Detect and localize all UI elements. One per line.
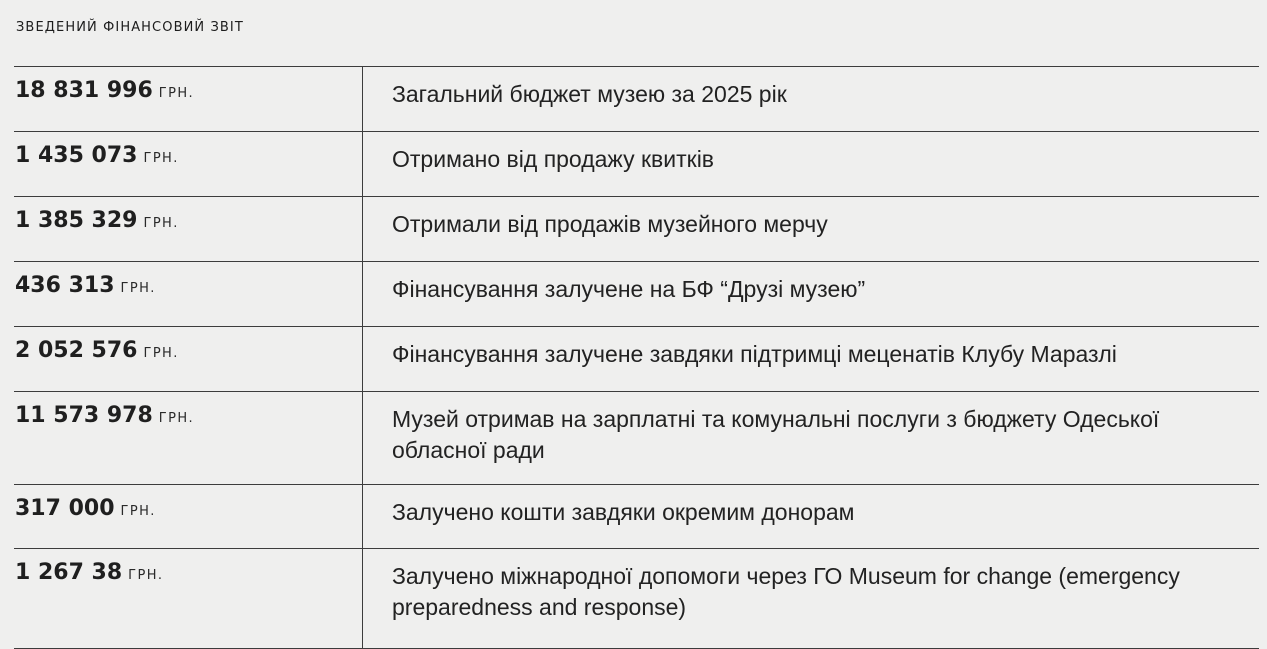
currency-label: ГРН. xyxy=(120,281,156,296)
row-description: Музей отримав на зарплатні та комунальні послуги з бюджету Одеської обласної ради xyxy=(392,406,1160,463)
description-cell xyxy=(363,262,1260,327)
amount-value: 1 385 329 xyxy=(15,208,138,233)
row-description: Залучено міжнародної допомоги через ГО Museum for change (emergency preparedness and response) xyxy=(392,563,1180,620)
amount-cell xyxy=(14,262,363,327)
amount-cell xyxy=(14,197,363,262)
amount-cell xyxy=(14,392,363,485)
description-cell xyxy=(363,327,1260,392)
currency-label: ГРН. xyxy=(143,346,179,361)
description-cell xyxy=(363,392,1260,485)
amount-cell xyxy=(14,549,363,649)
report-title: ЗВЕДЕНИЙ ФІНАНСОВИЙ ЗВІТ xyxy=(16,20,244,35)
amount-value: 1 267 38 xyxy=(15,560,123,585)
table-row xyxy=(14,549,1259,649)
row-description: Загальний бюджет музею за 2025 рік xyxy=(392,81,787,107)
amount-value: 436 313 xyxy=(15,273,115,298)
description-cell xyxy=(363,549,1260,649)
amount-value: 2 052 576 xyxy=(15,338,138,363)
table-row xyxy=(14,132,1259,197)
row-description: Фінансування залучене завдяки підтримці меценатів Клубу Маразлі xyxy=(392,341,1117,367)
amount-value: 317 000 xyxy=(15,496,115,521)
table-row xyxy=(14,392,1259,485)
description-cell xyxy=(363,485,1260,549)
currency-label: ГРН. xyxy=(143,216,179,231)
currency-label: ГРН. xyxy=(128,568,164,583)
currency-label: ГРН. xyxy=(143,151,179,166)
amount-value: 11 573 978 xyxy=(15,403,153,428)
description-cell xyxy=(363,132,1260,197)
currency-label: ГРН. xyxy=(158,411,195,426)
currency-label: ГРН. xyxy=(158,86,195,101)
table-row xyxy=(14,327,1259,392)
amount-value: 18 831 996 xyxy=(15,78,153,103)
description-cell xyxy=(363,67,1260,132)
table-row xyxy=(14,197,1259,262)
amount-value: 1 435 073 xyxy=(15,143,138,168)
currency-label: ГРН. xyxy=(120,504,156,519)
amount-cell xyxy=(14,67,363,132)
table-row xyxy=(14,262,1259,327)
amount-cell xyxy=(14,327,363,392)
table-row xyxy=(14,485,1259,549)
description-cell xyxy=(363,197,1260,262)
financial-summary-table xyxy=(14,66,1259,649)
row-description: Залучено кошти завдяки окремим донорам xyxy=(392,499,855,525)
row-description: Фінансування залучене на БФ “Друзі музею” xyxy=(392,276,866,302)
table-row xyxy=(14,67,1259,132)
amount-cell xyxy=(14,132,363,197)
amount-cell xyxy=(14,485,363,549)
row-description: Отримано від продажу квитків xyxy=(392,146,715,172)
row-description: Отримали від продажів музейного мерчу xyxy=(392,211,828,237)
